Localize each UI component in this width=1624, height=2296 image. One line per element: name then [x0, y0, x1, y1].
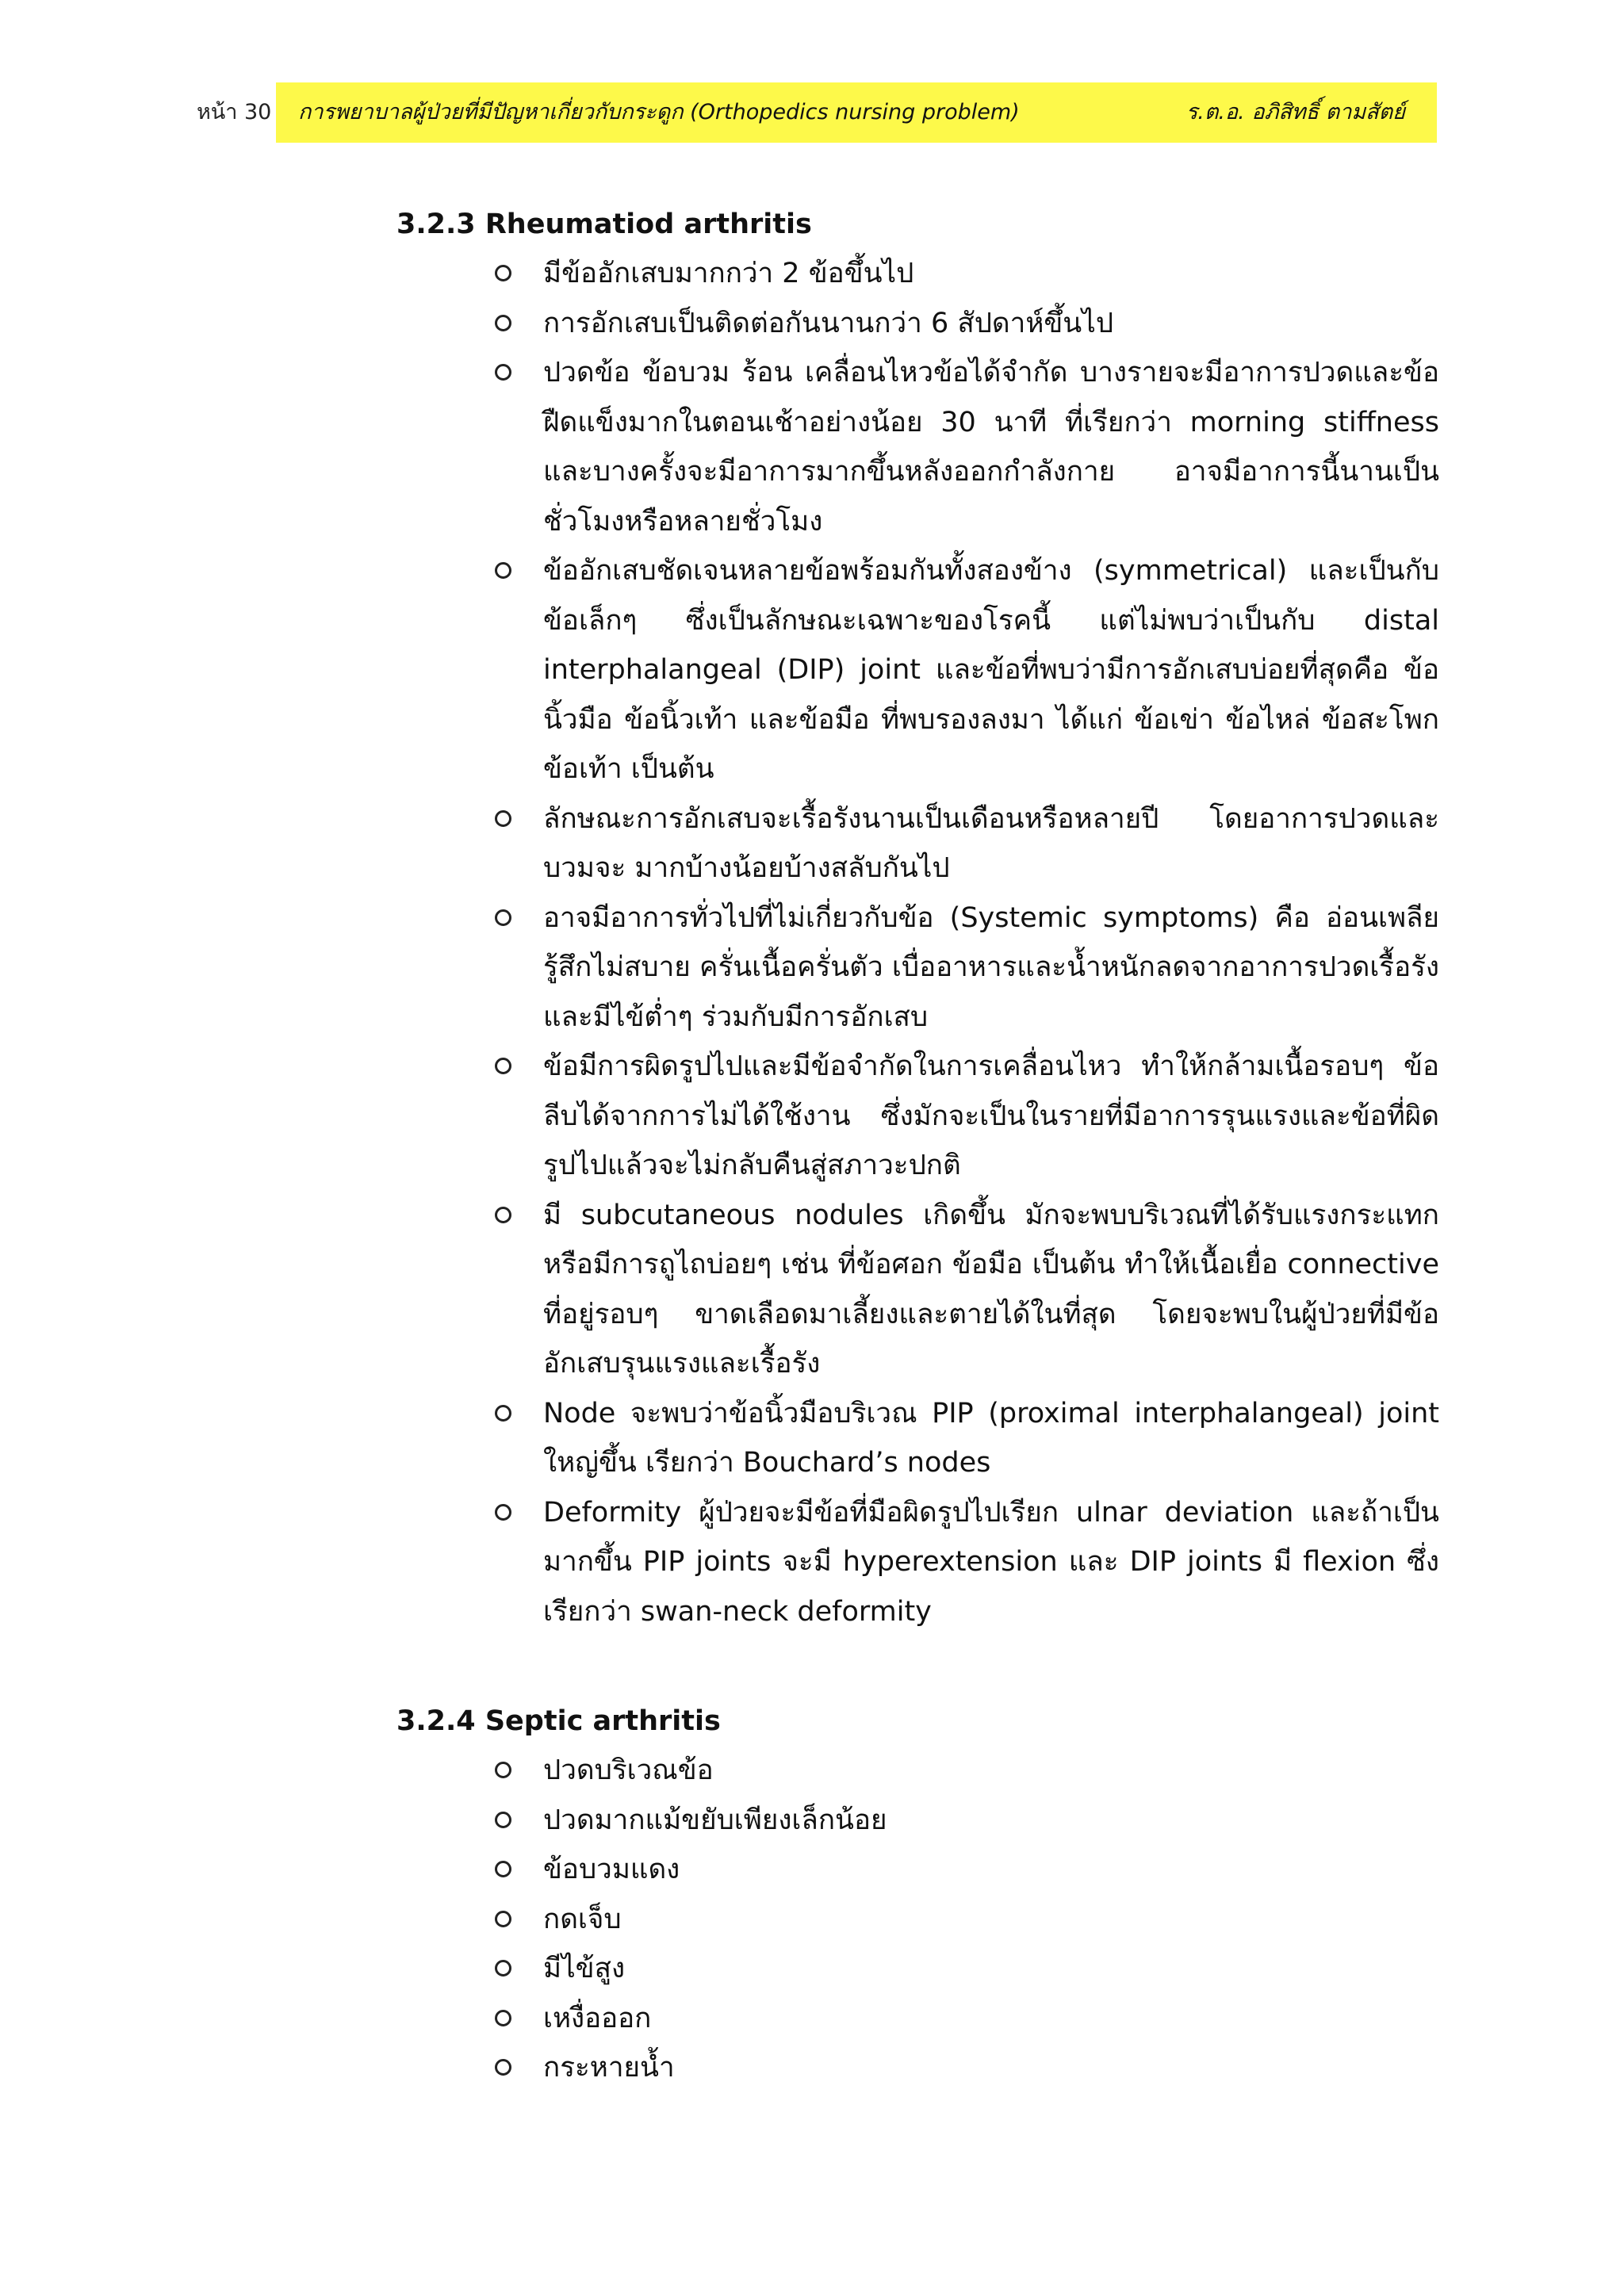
circle-bullet-icon — [495, 1911, 511, 1927]
list-item — [396, 546, 1439, 794]
list-item-text: ข้ออักเสบชัดเจนหลายข้อพร้อมกันทั้งสองข้าง (symmetrical) และเป็นกับข้อเล็กๆ ซึ่งเป็นลักษณะเฉพาะของโรคนี้ แต่ไม่พบว่าเป็นกับ distal interphalangeal (DIP) joint และข้อที่พบว่ามีการอักเสบบ่อยที่สุดคือ ข้อนิ้วมือ ข้อนิ้วเท้า และข้อมือ ที่พบรองลงมา ได้แก่ ข้อเข่า ข้อไหล่ ข้อสะโพก ข้อเท้า เป็นต้น — [543, 555, 1439, 785]
circle-bullet-icon — [495, 1960, 511, 1976]
list-item — [396, 1796, 1439, 1846]
list-item-text: ปวดมากแม้ขยับเพียงเล็กน้อย — [543, 1804, 887, 1836]
list-item-text: มีไข้สูง — [543, 1953, 626, 1984]
circle-bullet-icon — [495, 265, 511, 281]
list-item-text: การอักเสบเป็นติดต่อกันนานกว่า 6 สัปดาห์ขึ้นไป — [543, 307, 1114, 339]
list-item-text: ข้อบวมแดง — [543, 1854, 680, 1885]
circle-bullet-icon — [495, 1762, 511, 1778]
header-band — [276, 82, 1437, 143]
circle-bullet-icon — [495, 315, 511, 331]
list-item-text: ลักษณะการอักเสบจะเรื้อรังนานเป็นเดือนหรือหลายปี โดยอาการปวดและบวมจะ มากบ้างน้อยบ้างสลับกันไป — [543, 802, 1439, 884]
list-item-text: กระหายน้ำ — [543, 2052, 675, 2084]
list-item-text: Node จะพบว่าข้อนิ้วมือบริเวณ PIP (proximal interphalangeal) joint ใหญ่ขึ้น เรียกว่า Bouchard’s nodes — [543, 1397, 1439, 1479]
list-item — [396, 1994, 1439, 2044]
list-item-text: ปวดข้อ ข้อบวม ร้อน เคลื่อนไหวข้อได้จำกัด บางรายจะมีอาการปวดและข้อฝืดแข็งมากในตอนเช้าอย่างน้อย 30 นาที ที่เรียกว่า morning stiffness และบางครั้งจะมีอาการมากขึ้นหลังออกกำลังกาย อาจมีอาการนี้นานเป็นชั่วโมงหรือหลายชั่วโมง — [543, 357, 1439, 538]
section-title: 3.2.4 Septic arthritis — [396, 1705, 721, 1737]
header-author: ร.ต.อ. อภิสิทธิ์ ตามสัตย์ — [1185, 100, 1405, 124]
list-item — [396, 1042, 1439, 1191]
circle-bullet-icon — [495, 1504, 511, 1521]
section-rheumatoid-arthritis — [396, 200, 1439, 1636]
list-item-text: กดเจ็บ — [543, 1903, 622, 1935]
bullet-list — [396, 249, 1439, 1636]
list-item-text: มี subcutaneous nodules เกิดขึ้น มักจะพบบริเวณที่ได้รับแรงกระแทกหรือมีการถูไถบ่อยๆ เช่น ที่ข้อศอก ข้อมือ เป็นต้น ทำให้เนื้อเยื่อ connective ที่อยู่รอบๆ ขาดเลือดมาเลี้ยงและตายได้ในที่สุด โดยจะพบในผู้ป่วยที่มีข้ออักเสบรุนแรงและเรื้อรัง — [543, 1199, 1439, 1380]
list-item — [396, 1944, 1439, 1994]
circle-bullet-icon — [495, 909, 511, 926]
list-item-text: Deformity ผู้ป่วยจะมีข้อที่มือผิดรูปไปเรียก ulnar deviation และถ้าเป็นมากขึ้น PIP joints จะมี hyperextension และ DIP joints มี flexion ซึ่งเรียกว่า swan-neck deformity — [543, 1496, 1439, 1628]
list-item — [396, 1191, 1439, 1389]
bullet-list — [396, 1746, 1439, 2093]
list-item — [396, 348, 1439, 546]
circle-bullet-icon — [495, 1058, 511, 1074]
list-item — [396, 894, 1439, 1043]
list-item-text: ปวดบริเวณข้อ — [543, 1755, 714, 1786]
circle-bullet-icon — [495, 810, 511, 827]
list-item — [396, 794, 1439, 894]
list-item-text: อาจมีอาการทั่วไปที่ไม่เกี่ยวกับข้อ (Systemic symptoms) คือ อ่อนเพลีย รู้สึกไม่สบาย ครั่นเนื้อครั่นตัว เบื่ออาหารและน้ำหนักลดจากอาการปวดเรื้อรัง และมีไข้ต่ำๆ ร่วมกับมีการอักเสบ — [543, 901, 1439, 1033]
circle-bullet-icon — [495, 364, 511, 381]
document-body — [396, 200, 1439, 2153]
circle-bullet-icon — [495, 562, 511, 579]
section-title: 3.2.3 Rheumatiod arthritis — [396, 209, 812, 240]
section-septic-arthritis — [396, 1697, 1439, 2093]
circle-bullet-icon — [495, 2010, 511, 2026]
list-item-text: มีข้ออักเสบมากกว่า 2 ข้อขึ้นไป — [543, 258, 914, 289]
list-item — [396, 1895, 1439, 1945]
list-item — [396, 1746, 1439, 1796]
list-item-text: ข้อมีการผิดรูปไปและมีข้อจำกัดในการเคลื่อนไหว ทำให้กล้ามเนื้อรอบๆ ข้อลีบได้จากการไม่ได้ใช้งาน ซึ่งมักจะเป็นในรายที่มีอาการรุนแรงและข้อที่ผิดรูปไปแล้วจะไม่กลับคืนสู่สภาวะปกติ — [543, 1050, 1439, 1181]
list-item — [396, 2043, 1439, 2093]
header-title: การพยาบาลผู้ป่วยที่มีปัญหาเกี่ยวกับกระดูก (Orthopedics nursing problem) — [298, 100, 1020, 124]
list-item — [396, 1389, 1439, 1488]
list-item — [396, 1845, 1439, 1895]
page-header — [0, 82, 1624, 143]
page-number: หน้า 30 — [197, 100, 272, 124]
circle-bullet-icon — [495, 1812, 511, 1828]
list-item-text: เหงื่อออก — [543, 2002, 652, 2034]
list-item — [396, 299, 1439, 349]
list-item — [396, 1488, 1439, 1637]
circle-bullet-icon — [495, 1861, 511, 1877]
circle-bullet-icon — [495, 1207, 511, 1223]
circle-bullet-icon — [495, 2059, 511, 2076]
list-item — [396, 249, 1439, 299]
circle-bullet-icon — [495, 1405, 511, 1422]
